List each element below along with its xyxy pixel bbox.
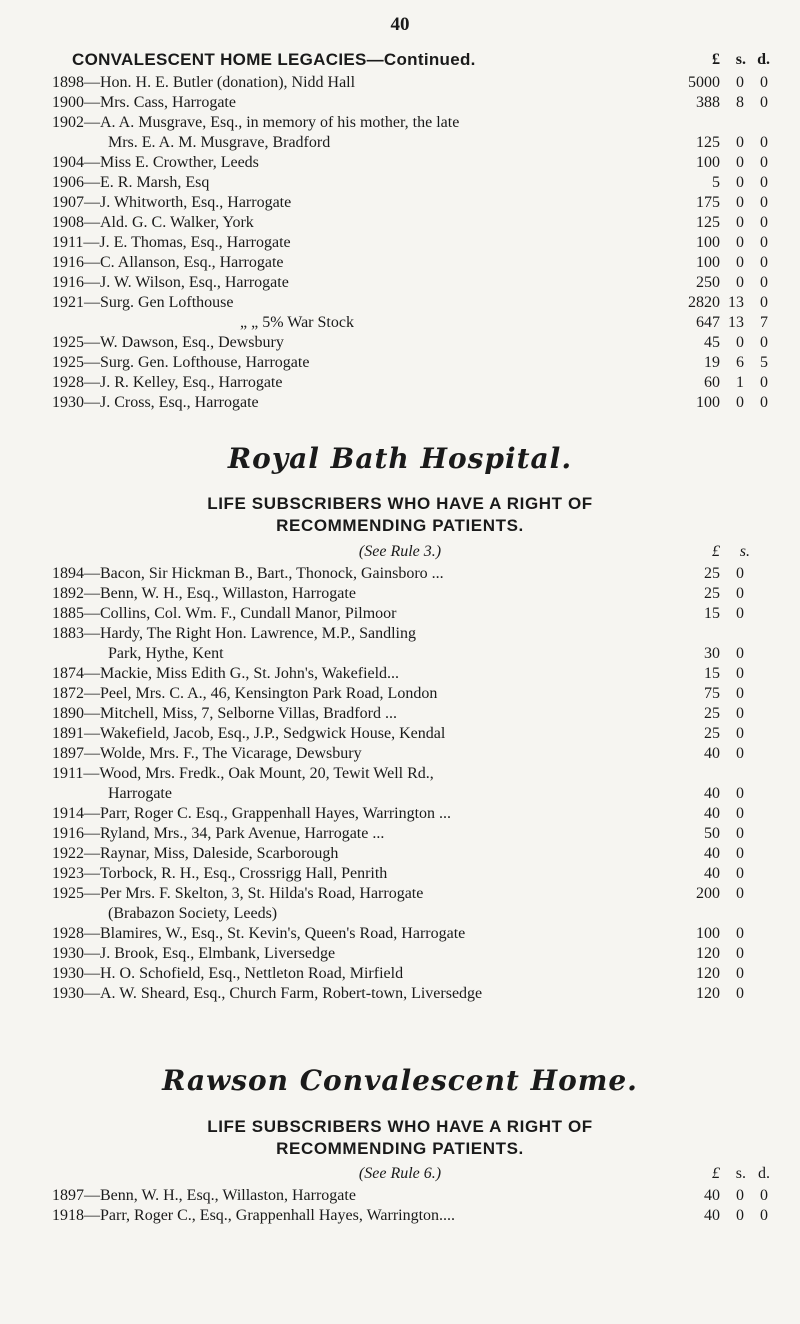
amount-pounds: 120 xyxy=(696,945,720,962)
entry-text: (Brabazon Society, Leeds) xyxy=(108,905,278,922)
entry-text: 1891—Wakefield, Jacob, Esq., J.P., Sedgwick House, Kendal xyxy=(52,725,446,742)
amount-shillings: 0 xyxy=(736,925,744,942)
entry-text: Park, Hythe, Kent xyxy=(108,645,224,662)
col-pounds-label: £ xyxy=(712,543,720,560)
entry-text: 1874—Mackie, Miss Edith G., St. John's, Wakefield... xyxy=(52,665,400,682)
entry-text: 1872—Peel, Mrs. C. A., 46, Kensington Park Road, London xyxy=(52,685,438,702)
col-shillings-label: s. xyxy=(735,1165,746,1182)
list-item xyxy=(0,73,800,93)
rawson-rule-note: (See Rule 6.) xyxy=(358,1165,442,1182)
amount-pence: 0 xyxy=(760,1187,768,1204)
amount-shillings: 0 xyxy=(736,394,744,411)
amount-pounds: 19 xyxy=(704,354,720,371)
list-item xyxy=(0,964,800,984)
convalescent-header-row xyxy=(0,50,800,70)
amount-pounds: 120 xyxy=(696,985,720,1002)
entry-text: 1898—Hon. H. E. Butler (donation), Nidd Hall xyxy=(52,74,356,91)
amount-pounds: 40 xyxy=(704,845,720,862)
amount-shillings: 0 xyxy=(736,274,744,291)
amount-pence: 0 xyxy=(760,74,768,91)
entry-text: Harrogate xyxy=(108,785,172,802)
amount-pounds: 50 xyxy=(704,825,720,842)
amount-pence: 0 xyxy=(760,334,768,351)
entry-text: 1902—A. A. Musgrave, Esq., in memory of his mother, the late xyxy=(52,114,460,131)
amount-shillings: 0 xyxy=(736,745,744,762)
amount-pounds: 40 xyxy=(704,785,720,802)
amount-pounds: 25 xyxy=(704,585,720,602)
list-item xyxy=(0,944,800,964)
amount-shillings: 0 xyxy=(736,805,744,822)
list-item xyxy=(0,824,800,844)
amount-pounds: 100 xyxy=(696,254,720,271)
amount-pounds: 75 xyxy=(704,685,720,702)
amount-pounds: 100 xyxy=(696,394,720,411)
list-item xyxy=(0,744,800,764)
amount-shillings: 0 xyxy=(736,194,744,211)
amount-shillings: 0 xyxy=(736,154,744,171)
entry-text: 1890—Mitchell, Miss, 7, Selborne Villas, Bradford ... xyxy=(52,705,397,722)
entry-text: 1921—Surg. Gen Lofthouse xyxy=(52,294,234,311)
amount-shillings: 1 xyxy=(736,374,744,391)
amount-pounds: 40 xyxy=(704,805,720,822)
amount-pounds: 40 xyxy=(704,1187,720,1204)
col-pence-label: d. xyxy=(757,51,770,68)
list-item xyxy=(0,193,800,213)
list-item xyxy=(0,804,800,824)
entry-text: 1908—Ald. G. C. Walker, York xyxy=(52,214,254,231)
amount-shillings: 0 xyxy=(736,645,744,662)
royal-bath-rule-note: (See Rule 3.) xyxy=(358,543,442,560)
entry-text: 1930—J. Cross, Esq., Harrogate xyxy=(52,394,259,411)
amount-shillings: 0 xyxy=(736,685,744,702)
list-item xyxy=(0,213,800,233)
list-item xyxy=(0,153,800,173)
rawson-title: Rawson Convalescent Home. xyxy=(162,1064,638,1097)
amount-pounds: 100 xyxy=(696,925,720,942)
amount-pence: 0 xyxy=(760,274,768,291)
amount-pence: 0 xyxy=(760,194,768,211)
list-item xyxy=(0,684,800,704)
entry-text: 1928—J. R. Kelley, Esq., Harrogate xyxy=(52,374,283,391)
list-item xyxy=(0,1186,800,1206)
entry-text: 1916—Ryland, Mrs., 34, Park Avenue, Harrogate ... xyxy=(52,825,385,842)
amount-shillings: 0 xyxy=(736,985,744,1002)
amount-pounds: 5 xyxy=(712,174,720,191)
list-item xyxy=(0,624,800,644)
amount-pence: 0 xyxy=(760,394,768,411)
list-item xyxy=(0,704,800,724)
amount-pounds: 100 xyxy=(696,234,720,251)
amount-shillings: 0 xyxy=(736,234,744,251)
amount-shillings: 0 xyxy=(736,214,744,231)
amount-pounds: 175 xyxy=(696,194,720,211)
list-item xyxy=(0,253,800,273)
amount-pounds: 200 xyxy=(696,885,720,902)
entry-text: 1923—Torbock, R. H., Esq., Crossrigg Hall, Penrith xyxy=(52,865,388,882)
royal-bath-heading: LIFE SUBSCRIBERS WHO HAVE A RIGHT OF RECOMMENDING PATIENTS. xyxy=(207,494,593,535)
amount-shillings: 0 xyxy=(736,134,744,151)
entry-text: Mrs. E. A. M. Musgrave, Bradford xyxy=(108,134,331,151)
amount-shillings: 0 xyxy=(736,865,744,882)
amount-pence: 0 xyxy=(760,254,768,271)
amount-shillings: 0 xyxy=(736,785,744,802)
amount-pounds: 125 xyxy=(696,214,720,231)
amount-pence: 0 xyxy=(760,174,768,191)
list-item xyxy=(0,1206,800,1226)
amount-pounds: 30 xyxy=(704,645,720,662)
list-item xyxy=(0,564,800,584)
amount-pounds: 40 xyxy=(704,865,720,882)
list-item xyxy=(0,393,800,413)
entry-text: 1928—Blamires, W., Esq., St. Kevin's, Queen's Road, Harrogate xyxy=(52,925,466,942)
list-item xyxy=(0,784,800,804)
entry-text: 1922—Raynar, Miss, Daleside, Scarborough xyxy=(52,845,339,862)
amount-pounds: 2820 xyxy=(688,294,720,311)
amount-shillings: 0 xyxy=(736,74,744,91)
amount-pounds: 5000 xyxy=(688,74,720,91)
amount-pounds: 125 xyxy=(696,134,720,151)
col-pence-label: d. xyxy=(758,1165,770,1182)
list-item xyxy=(0,133,800,153)
list-item xyxy=(0,333,800,353)
list-item xyxy=(0,604,800,624)
amount-pence: 0 xyxy=(760,234,768,251)
amount-pence: 0 xyxy=(760,214,768,231)
entry-text: 1897—Benn, W. H., Esq., Willaston, Harrogate xyxy=(52,1187,356,1204)
entry-text: 1925—Surg. Gen. Lofthouse, Harrogate xyxy=(52,354,310,371)
page-number: 40 xyxy=(390,14,410,35)
rawson-column-header xyxy=(0,1164,800,1184)
list-item xyxy=(0,113,800,133)
entry-text: 1930—H. O. Schofield, Esq., Nettleton Road, Mirfield xyxy=(52,965,404,982)
entry-text: 1885—Collins, Col. Wm. F., Cundall Manor, Pilmoor xyxy=(52,605,397,622)
entry-text: 1925—Per Mrs. F. Skelton, 3, St. Hilda's Road, Harrogate xyxy=(52,885,424,902)
amount-pounds: 25 xyxy=(704,565,720,582)
amount-shillings: 0 xyxy=(736,605,744,622)
amount-pence: 0 xyxy=(760,294,768,311)
list-item xyxy=(0,664,800,684)
entry-text: 1894—Bacon, Sir Hickman B., Bart., Thonock, Gainsboro ... xyxy=(52,565,444,582)
royal-bath-subscriber-list xyxy=(0,564,800,1004)
amount-shillings: 0 xyxy=(736,254,744,271)
amount-pounds: 40 xyxy=(704,745,720,762)
entry-text: 1916—C. Allanson, Esq., Harrogate xyxy=(52,254,284,271)
amount-pence: 0 xyxy=(760,1207,768,1224)
amount-shillings: 8 xyxy=(736,94,744,111)
amount-pounds: 15 xyxy=(704,665,720,682)
amount-shillings: 0 xyxy=(736,725,744,742)
list-item xyxy=(0,984,800,1004)
royal-bath-title: Royal Bath Hospital. xyxy=(227,442,573,475)
entry-text: 1916—J. W. Wilson, Esq., Harrogate xyxy=(52,274,289,291)
amount-pence: 0 xyxy=(760,154,768,171)
entry-text: 1904—Miss E. Crowther, Leeds xyxy=(52,154,259,171)
list-item xyxy=(0,924,800,944)
amount-pounds: 647 xyxy=(696,314,720,331)
amount-shillings: 13 xyxy=(728,314,744,331)
list-item xyxy=(0,764,800,784)
entry-text: 1907—J. Whitworth, Esq., Harrogate xyxy=(52,194,292,211)
col-shillings-label: s. xyxy=(735,51,746,68)
amount-shillings: 0 xyxy=(736,885,744,902)
amount-pounds: 15 xyxy=(704,605,720,622)
amount-pounds: 40 xyxy=(704,1207,720,1224)
list-item xyxy=(0,373,800,393)
amount-shillings: 0 xyxy=(736,965,744,982)
list-item xyxy=(0,313,800,333)
royal-bath-column-header xyxy=(0,542,800,562)
amount-shillings: 0 xyxy=(736,1207,744,1224)
amount-shillings: 0 xyxy=(736,945,744,962)
amount-shillings: 0 xyxy=(736,845,744,862)
list-item xyxy=(0,233,800,253)
entry-text: 1930—A. W. Sheard, Esq., Church Farm, Robert-town, Liversedge xyxy=(52,985,483,1002)
col-pounds-label: £ xyxy=(712,1165,720,1182)
amount-pounds: 250 xyxy=(696,274,720,291)
entry-text: 1906—E. R. Marsh, Esq xyxy=(52,174,210,191)
rawson-heading: LIFE SUBSCRIBERS WHO HAVE A RIGHT OF RECOMMENDING PATIENTS. xyxy=(207,1117,593,1158)
list-item xyxy=(0,353,800,373)
entry-text: 1911—Wood, Mrs. Fredk., Oak Mount, 20, Tewit Well Rd., xyxy=(52,765,434,782)
amount-pounds: 60 xyxy=(704,374,720,391)
amount-shillings: 0 xyxy=(736,174,744,191)
amount-pounds: 25 xyxy=(704,705,720,722)
list-item xyxy=(0,884,800,904)
rawson-subscriber-list xyxy=(0,1186,800,1226)
entry-text: 1897—Wolde, Mrs. F., The Vicarage, Dewsbury xyxy=(52,745,362,762)
list-item xyxy=(0,844,800,864)
amount-pence: 0 xyxy=(760,374,768,391)
amount-pence: 0 xyxy=(760,134,768,151)
entry-text: „ „ 5% War Stock xyxy=(240,314,354,331)
entry-text: 1883—Hardy, The Right Hon. Lawrence, M.P., Sandling xyxy=(52,625,416,642)
list-item xyxy=(0,864,800,884)
list-item xyxy=(0,293,800,313)
entry-text: 1892—Benn, W. H., Esq., Willaston, Harrogate xyxy=(52,585,356,602)
amount-shillings: 0 xyxy=(736,1187,744,1204)
entry-text: 1925—W. Dawson, Esq., Dewsbury xyxy=(52,334,284,351)
amount-pence: 0 xyxy=(760,94,768,111)
list-item xyxy=(0,644,800,664)
entry-text: 1918—Parr, Roger C., Esq., Grappenhall Hayes, Warrington.... xyxy=(52,1207,456,1224)
entry-text: 1900—Mrs. Cass, Harrogate xyxy=(52,94,236,111)
list-item xyxy=(0,584,800,604)
entry-text: 1930—J. Brook, Esq., Elmbank, Liversedge xyxy=(52,945,336,962)
list-item xyxy=(0,273,800,293)
entry-text: 1911—J. E. Thomas, Esq., Harrogate xyxy=(52,234,291,251)
amount-pounds: 388 xyxy=(696,94,720,111)
amount-shillings: 0 xyxy=(736,565,744,582)
amount-shillings: 0 xyxy=(736,585,744,602)
list-item xyxy=(0,173,800,193)
list-item xyxy=(0,904,800,924)
amount-pounds: 25 xyxy=(704,725,720,742)
amount-pounds: 120 xyxy=(696,965,720,982)
amount-shillings: 6 xyxy=(736,354,744,371)
amount-pence: 5 xyxy=(760,354,768,371)
amount-pounds: 45 xyxy=(704,334,720,351)
col-pounds-label: £ xyxy=(712,51,720,68)
amount-shillings: 0 xyxy=(736,825,744,842)
list-item xyxy=(0,724,800,744)
amount-shillings: 0 xyxy=(736,334,744,351)
amount-shillings: 0 xyxy=(736,705,744,722)
amount-shillings: 0 xyxy=(736,665,744,682)
list-item xyxy=(0,93,800,113)
convalescent-title: CONVALESCENT HOME LEGACIES—Continued. xyxy=(72,50,476,69)
col-shillings-label: s. xyxy=(739,543,750,560)
entry-text: 1914—Parr, Roger C. Esq., Grappenhall Hayes, Warrington ... xyxy=(52,805,452,822)
amount-pence: 7 xyxy=(760,314,768,331)
amount-shillings: 13 xyxy=(728,294,744,311)
convalescent-legacy-list xyxy=(0,73,800,413)
amount-pounds: 100 xyxy=(696,154,720,171)
